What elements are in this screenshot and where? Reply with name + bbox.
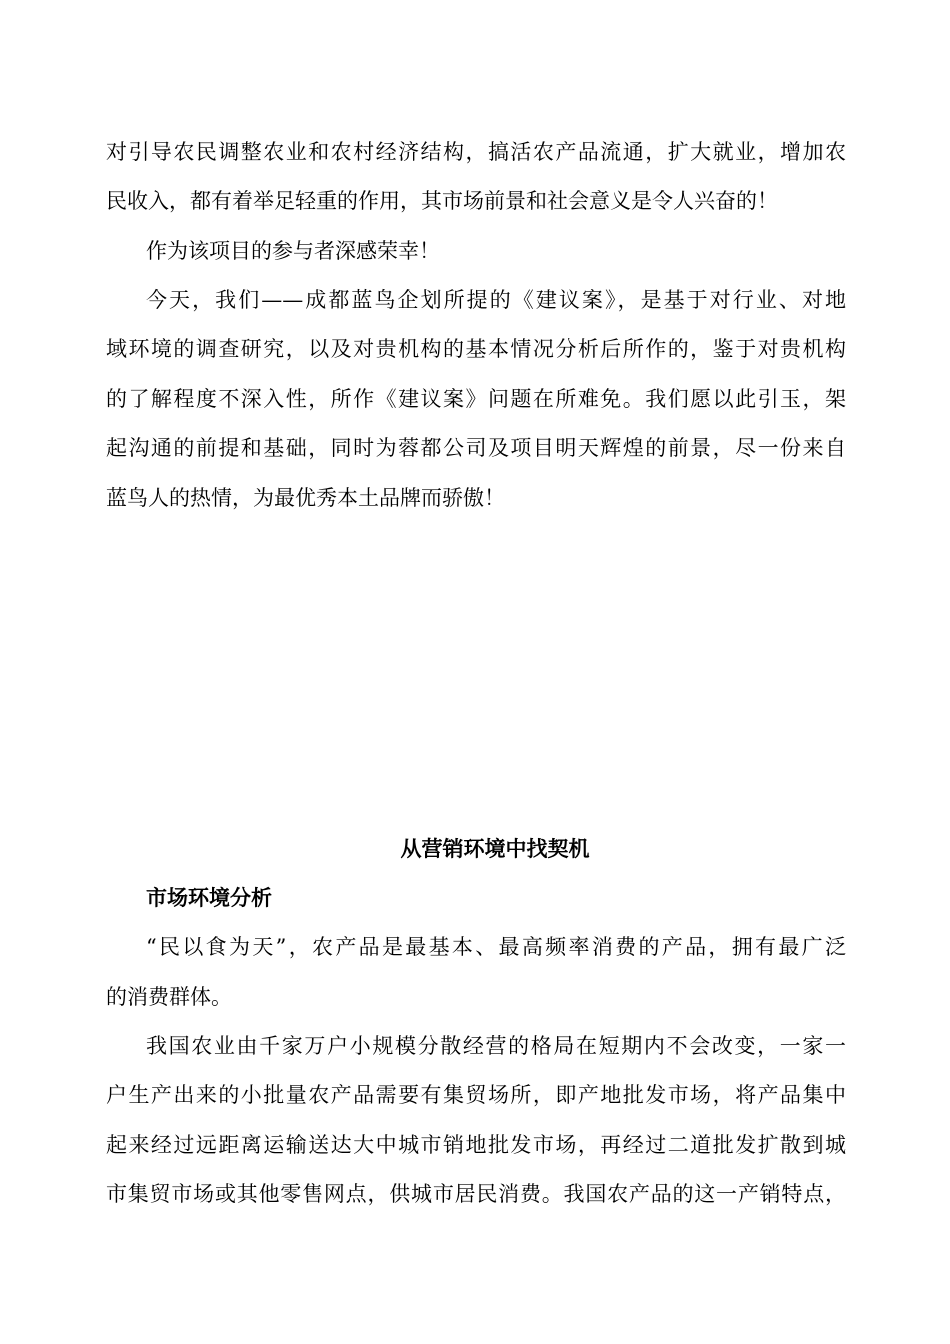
paragraph-line: 户生产出来的小批量农产品需要有集贸场所，即产地批发市场，将产品集中 — [106, 1083, 846, 1107]
paragraph-line: 起沟通的前提和基础，同时为蓉都公司及项目明天辉煌的前景，尽一份来自 — [106, 436, 846, 460]
section-subtitle: 市场环境分析 — [146, 886, 272, 910]
paragraph-line: 民收入，都有着举足轻重的作用，其市场前景和社会意义是令人兴奋的！ — [106, 189, 778, 213]
paragraph-line: 起来经过远距离运输送达大中城市销地批发市场，再经过二道批发扩散到城 — [106, 1133, 846, 1157]
paragraph-line: 今天，我们——成都蓝鸟企划所提的《建议案》，是基于对行业、对地 — [146, 288, 846, 312]
paragraph-line: 市集贸市场或其他零售网点，供城市居民消费。我国农产品的这一产销特点， — [106, 1182, 846, 1206]
section-title: 从营销环境中找契机 — [400, 837, 590, 861]
paragraph-line: 的消费群体。 — [106, 985, 232, 1009]
paragraph-line: 域环境的调查研究，以及对贵机构的基本情况分析后所作的，鉴于对贵机构 — [106, 337, 846, 361]
paragraph-line: 的了解程度不深入性，所作《建议案》问题在所难免。我们愿以此引玉，架 — [106, 387, 846, 411]
paragraph-line: “民以食为天”，农产品是最基本、最高频率消费的产品，拥有最广泛 — [146, 935, 846, 959]
paragraph-line: 对引导农民调整农业和农村经济结构，搞活农产品流通，扩大就业，增加农 — [106, 140, 846, 164]
paragraph-line: 蓝鸟人的热情，为最优秀本土品牌而骄傲！ — [106, 486, 505, 510]
paragraph-line: 我国农业由千家万户小规模分散经营的格局在短期内不会改变，一家一 — [146, 1034, 846, 1058]
paragraph-line: 作为该项目的参与者深感荣幸！ — [146, 239, 440, 263]
